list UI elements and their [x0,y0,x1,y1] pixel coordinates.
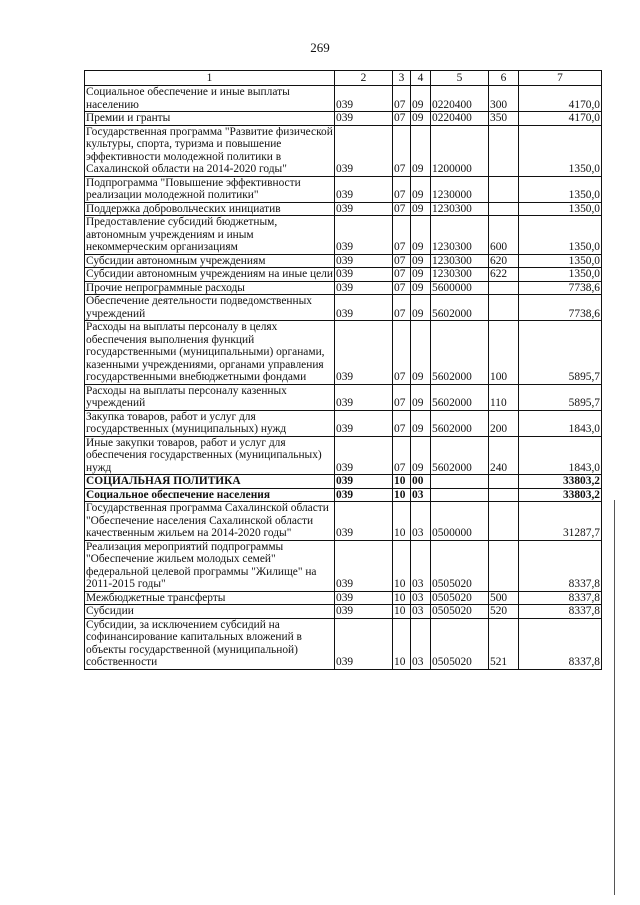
cell-csr: 5602000 [431,321,489,385]
cell-vr: 110 [489,384,519,410]
cell-name: Социальное обеспечение населения [85,488,335,502]
cell-csr: 5600000 [431,281,489,295]
cell-vr [489,540,519,591]
cell-rz: 10 [393,502,411,541]
cell-vr: 300 [489,86,519,112]
cell-pr: 00 [411,475,431,489]
cell-rz: 07 [393,321,411,385]
cell-ved: 039 [335,86,393,112]
cell-rz: 10 [393,475,411,489]
cell-csr: 0220400 [431,86,489,112]
cell-rz: 10 [393,591,411,605]
cell-pr: 09 [411,254,431,268]
cell-pr: 03 [411,540,431,591]
cell-pr: 03 [411,502,431,541]
cell-csr: 1230300 [431,202,489,216]
scan-edge-line [614,500,615,895]
cell-sum: 8337,8 [519,591,602,605]
cell-sum: 7738,6 [519,295,602,321]
table-row [85,475,602,489]
cell-rz: 07 [393,281,411,295]
cell-vr: 622 [489,268,519,282]
table-row [85,125,602,176]
cell-rz: 10 [393,488,411,502]
table-row [85,268,602,282]
table-row [85,488,602,502]
cell-name: Обеспечение деятельности подведомственных учреждений [85,295,335,321]
cell-name: Субсидии [85,605,335,619]
cell-pr: 09 [411,321,431,385]
cell-vr: 520 [489,605,519,619]
cell-name: Иные закупки товаров, работ и услуг для обеспечения государственных (муниципальных) нужд [85,436,335,475]
cell-sum: 1843,0 [519,410,602,436]
table-row [85,540,602,591]
table-row [85,591,602,605]
cell-pr: 09 [411,384,431,410]
cell-sum: 4170,0 [519,112,602,126]
cell-csr: 5602000 [431,295,489,321]
cell-ved: 039 [335,591,393,605]
cell-pr: 09 [411,202,431,216]
cell-csr: 5602000 [431,384,489,410]
cell-csr: 0505020 [431,591,489,605]
cell-name: Расходы на выплаты персоналу казенных учреждений [85,384,335,410]
cell-sum: 1350,0 [519,268,602,282]
cell-ved: 039 [335,216,393,255]
cell-vr: 350 [489,112,519,126]
cell-csr: 1200000 [431,125,489,176]
cell-csr: 0505020 [431,618,489,669]
cell-rz: 07 [393,216,411,255]
cell-pr: 09 [411,125,431,176]
cell-vr: 200 [489,410,519,436]
cell-pr: 03 [411,605,431,619]
cell-rz: 10 [393,618,411,669]
cell-pr: 09 [411,86,431,112]
cell-sum: 7738,6 [519,281,602,295]
cell-sum: 1350,0 [519,202,602,216]
cell-vr [489,502,519,541]
cell-sum: 1350,0 [519,254,602,268]
cell-ved: 039 [335,618,393,669]
cell-name: Прочие непрограммные расходы [85,281,335,295]
table-row [85,254,602,268]
cell-csr: 1230300 [431,254,489,268]
cell-sum: 1350,0 [519,176,602,202]
cell-name: Государственная программа "Развитие физической культуры, спорта, туризма и повышение эффективности молодежной политики в Сахалинской области на 2014-2020 годы" [86,125,333,175]
table-row [85,321,602,385]
table-row [85,605,602,619]
cell-rz: 10 [393,605,411,619]
cell-rz: 07 [393,176,411,202]
header-cell-sum: 7 [519,71,602,86]
cell-pr: 09 [411,410,431,436]
cell-ved: 039 [335,176,393,202]
cell-ved: 039 [335,540,393,591]
header-cell-ved: 2 [335,71,393,86]
header-cell-pr: 4 [411,71,431,86]
cell-csr [431,475,489,489]
cell-sum: 1350,0 [519,125,602,176]
table-row [85,410,602,436]
cell-vr [489,475,519,489]
header-cell-csr: 5 [431,71,489,86]
cell-rz: 07 [393,112,411,126]
budget-table [84,70,602,670]
table-row [85,295,602,321]
cell-ved: 039 [335,268,393,282]
header-cell-name: 1 [85,71,335,86]
cell-name: Субсидии автономным учреждениям [85,254,335,268]
header-cell-rz: 3 [393,71,411,86]
cell-ved: 039 [335,281,393,295]
cell-ved: 039 [335,384,393,410]
cell-name: Государственная программа Сахалинской области "Обеспечение населения Сахалинской области качественным жильем на 2014-2020 годы" [85,502,335,541]
table-row [85,436,602,475]
cell-name: Поддержка добровольческих инициатив [85,202,335,216]
cell-sum: 8337,8 [519,618,602,669]
cell-vr [489,488,519,502]
cell-name: Закупка товаров, работ и услуг для государственных (муниципальных) нужд [85,410,335,436]
cell-csr: 0505020 [431,540,489,591]
cell-ved: 039 [335,112,393,126]
cell-rz: 07 [393,86,411,112]
cell-name: Предоставление субсидий бюджетным, автономным учреждениям и иным некоммерческим организациям [85,216,335,255]
cell-vr [489,281,519,295]
cell-pr: 03 [411,591,431,605]
cell-vr: 500 [489,591,519,605]
cell-rz: 07 [393,384,411,410]
cell-csr: 5602000 [431,410,489,436]
cell-sum: 5895,7 [519,384,602,410]
cell-rz: 07 [393,295,411,321]
table-row [85,502,602,541]
cell-name: Субсидии, за исключением субсидий на софинансирование капитальных вложений в объекты государственной (муниципальной) собственности [85,618,335,669]
cell-csr [431,488,489,502]
header-row [85,71,602,86]
cell-ved: 039 [335,254,393,268]
cell-ved: 039 [335,295,393,321]
cell-ved: 039 [335,321,393,385]
cell-pr: 03 [411,618,431,669]
cell-ved: 039 [335,475,393,489]
cell-name: Социальное обеспечение и иные выплаты населению [85,86,335,112]
cell-vr: 240 [489,436,519,475]
cell-ved: 039 [335,436,393,475]
table-row [85,618,602,669]
cell-sum: 4170,0 [519,86,602,112]
cell-name: Расходы на выплаты персоналу в целях обеспечения выполнения функций государственными (муниципальными) органами, казенными учреждениями, органами управления государственными внебюджетными фондами [85,321,335,385]
cell-sum: 1350,0 [519,216,602,255]
cell-vr [489,125,519,176]
page-number: 269 [310,40,330,55]
cell-csr: 1230300 [431,216,489,255]
cell-rz: 07 [393,268,411,282]
cell-rz: 07 [393,410,411,436]
cell-pr: 09 [411,112,431,126]
cell-vr: 620 [489,254,519,268]
cell-rz: 07 [393,436,411,475]
cell-name: Реализация мероприятий подпрограммы "Обеспечение жильем молодых семей" федеральной целевой программы "Жилище" на 2011-2015 годы" [85,540,335,591]
cell-vr: 521 [489,618,519,669]
table-row [85,202,602,216]
cell-pr: 09 [411,268,431,282]
cell-vr [489,295,519,321]
cell-sum: 5895,7 [519,321,602,385]
cell-name: Премии и гранты [85,112,335,126]
cell-sum: 33803,2 [519,475,602,489]
cell-name: Межбюджетные трансферты [85,591,335,605]
cell-ved: 039 [335,410,393,436]
table-row [85,384,602,410]
cell-sum: 1843,0 [519,436,602,475]
cell-pr: 09 [411,295,431,321]
table-row [85,112,602,126]
header-cell-vr: 6 [489,71,519,86]
cell-vr [489,202,519,216]
table-row [85,216,602,255]
cell-ved: 039 [335,202,393,216]
cell-vr: 100 [489,321,519,385]
table-row [85,86,602,112]
cell-ved: 039 [335,605,393,619]
cell-csr: 1230300 [431,268,489,282]
table-row [85,281,602,295]
cell-csr: 5602000 [431,436,489,475]
cell-ved: 039 [335,125,393,176]
cell-rz: 07 [393,125,411,176]
cell-sum: 8337,8 [519,605,602,619]
cell-pr: 09 [411,436,431,475]
cell-csr: 0505020 [431,605,489,619]
cell-rz: 10 [393,540,411,591]
cell-vr: 600 [489,216,519,255]
cell-pr: 09 [411,216,431,255]
cell-sum: 33803,2 [519,488,602,502]
cell-pr: 03 [411,488,431,502]
cell-sum: 31287,7 [519,502,602,541]
cell-csr: 0500000 [431,502,489,541]
cell-csr: 1230000 [431,176,489,202]
cell-name: Подпрограмма "Повышение эффективности реализации молодежной политики" [85,176,335,202]
cell-rz: 07 [393,254,411,268]
table-row [85,176,602,202]
cell-pr: 09 [411,176,431,202]
cell-name: Субсидии автономным учреждениям на иные цели [86,268,333,280]
cell-sum: 8337,8 [519,540,602,591]
cell-rz: 07 [393,202,411,216]
cell-name: СОЦИАЛЬНАЯ ПОЛИТИКА [85,475,335,489]
cell-ved: 039 [335,488,393,502]
cell-pr: 09 [411,281,431,295]
cell-vr [489,176,519,202]
cell-ved: 039 [335,502,393,541]
cell-csr: 0220400 [431,112,489,126]
